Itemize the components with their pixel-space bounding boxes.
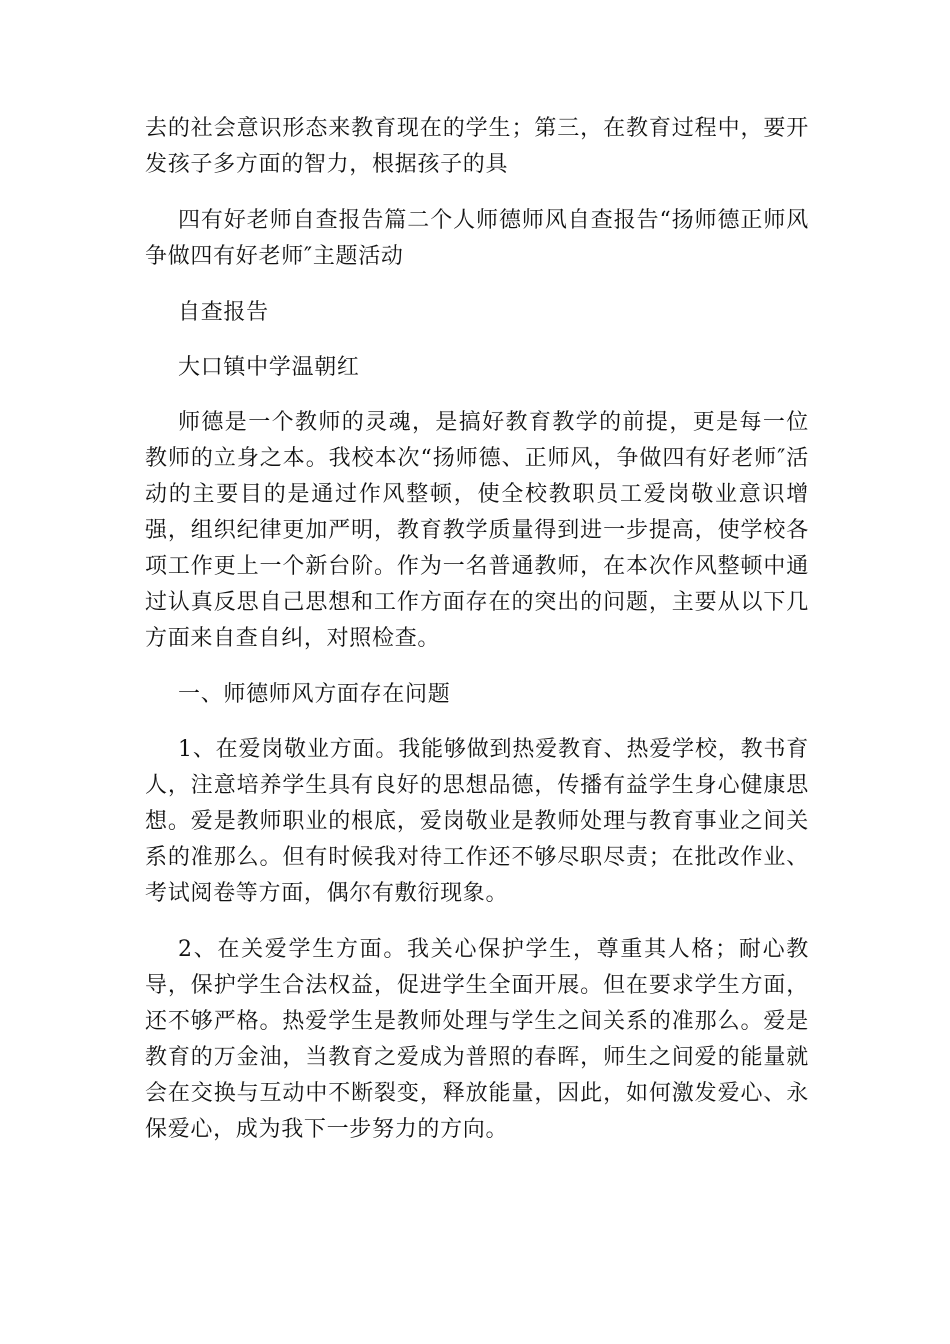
- paragraph-report-heading: 四有好老师自查报告篇二个人师德师风自查报告“扬师德正师风争做四有好老师″主题活动: [145, 208, 809, 269]
- paragraph-report-subtitle: 自查报告: [178, 300, 269, 325]
- paragraph-author: 大口镇中学温朝红: [178, 355, 360, 380]
- paragraph-continuation: 去的社会意识形态来教育现在的学生；第三，在教育过程中，要开发孩子多方面的智力，根据孩子的具: [145, 116, 809, 177]
- paragraph-dedication: 1、在爱岗敬业方面。我能够做到热爱教育、热爱学校，教书育人，注意培养学生具有良好的思想品德，传播有益学生身心健康思想。爱是教师职业的根底，爱岗敬业是教师处理与教育事业之间关系的准那么。但有时候我对待工作还不够尽职尽责；在批改作业、考试阅卷等方面，偶尔有敷衍现象。: [145, 737, 809, 906]
- paragraph-introduction: 师德是一个教师的灵魂，是搞好教育教学的前提，更是每一位教师的立身之本。我校本次“扬师德、正师风，争做四有好老师″活动的主要目的是通过作风整顿，使全校教职员工爱岗敬业意识增强，组织纪律更加严明，教育教学质量得到进一步提高，使学校各项工作更上一个新台阶。作为一名普通教师，在本次作风整顿中通过认真反思自己思想和工作方面存在的突出的问题，主要从以下几方面来自查自纠，对照检查。: [145, 410, 809, 651]
- paragraph-caring-students: 2、在关爱学生方面。我关心保护学生，尊重其人格；耐心教导，保护学生合法权益，促进学生全面开展。但在要求学生方面，还不够严格。热爱学生是教师处理与学生之间关系的准那么。爱是教育的万金油，当教育之爱成为普照的春晖，师生之间爱的能量就会在交换与互动中不断裂变，释放能量，因此，如何激发爱心、永保爱心，成为我下一步努力的方向。: [145, 937, 809, 1142]
- document-body: [145, 111, 809, 1168]
- section-heading-problems: 一、师德师风方面存在问题: [178, 682, 451, 707]
